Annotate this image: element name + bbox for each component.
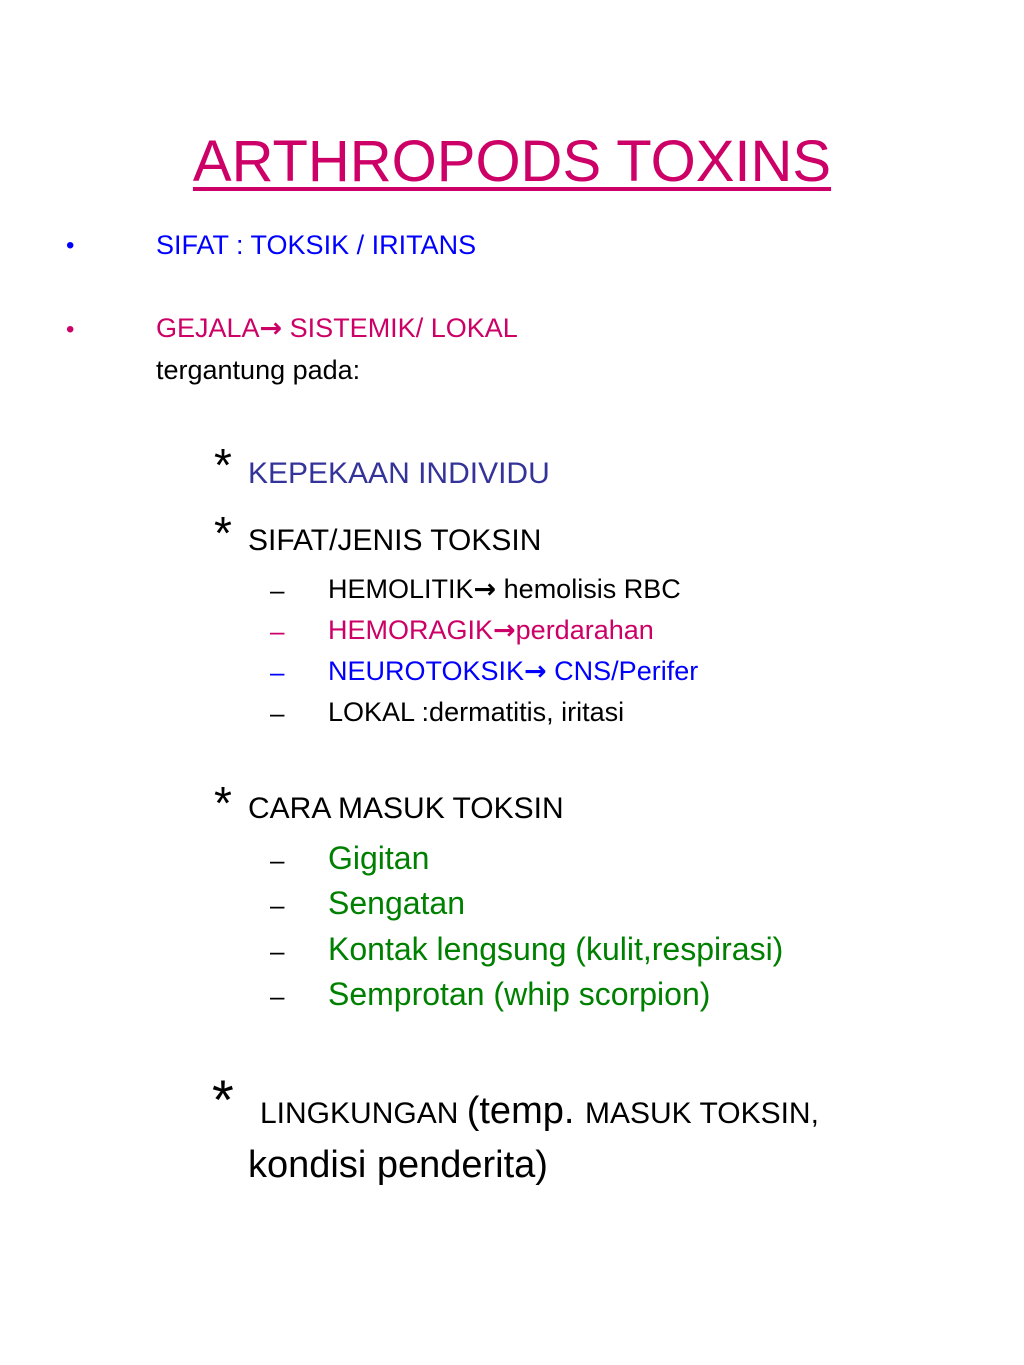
lingkungan-label: LINGKUNGAN (260, 1097, 467, 1130)
sifat-line: SIFAT : TOKSIK / IRITANS (156, 230, 477, 260)
kepekaan-item: KEPEKAAN INDIVIDU (248, 457, 550, 490)
dash-marker: – (270, 575, 285, 605)
tergantung-line: tergantung pada: (156, 355, 361, 385)
gejala-label: GEJALA (156, 313, 260, 343)
lingkungan-temp: (temp. (466, 1090, 585, 1132)
list-item-hemolitik (328, 574, 681, 605)
dash-marker: – (270, 616, 285, 646)
bullet-marker: • (66, 232, 75, 259)
list-item-hemoragik (328, 615, 654, 646)
page-title: ARTHROPODS TOXINS (192, 129, 832, 194)
dash-marker: – (270, 698, 285, 728)
arrow-right-icon: → (259, 313, 283, 344)
item-label: HEMOLITIK (328, 574, 474, 604)
arrow-right-icon: → (473, 574, 497, 605)
star-marker: * (214, 507, 232, 559)
cara-masuk-heading: CARA MASUK TOKSIN (248, 792, 564, 825)
list-item-gigitan: Gigitan (328, 840, 430, 876)
item-label: HEMORAGIK (328, 615, 494, 645)
list-item-neurotoksik (328, 656, 698, 687)
arrow-right-icon: → (493, 615, 516, 646)
item-value: CNS/Perifer (546, 656, 699, 686)
star-marker: * (214, 777, 232, 829)
list-item-semprotan: Semprotan (whip scorpion) (328, 976, 711, 1012)
star-marker: * (212, 1068, 234, 1131)
item-value: hemolisis RBC (496, 574, 681, 604)
dash-marker: – (270, 981, 285, 1011)
item-value: perdarahan (515, 615, 654, 645)
item-label: NEUROTOKSIK (328, 656, 525, 686)
sifat-jenis-heading: SIFAT/JENIS TOKSIN (248, 524, 542, 557)
dash-marker: – (270, 936, 285, 966)
lingkungan-line (260, 1090, 819, 1133)
lingkungan-masuk: MASUK TOKSIN, (584, 1097, 819, 1130)
list-item-kontak: Kontak lengsung (kulit,respirasi) (328, 931, 784, 967)
dash-marker: – (270, 890, 285, 920)
gejala-line (156, 313, 518, 344)
bullet-marker: • (66, 316, 75, 343)
lingkungan-line-2: kondisi penderita) (248, 1144, 548, 1186)
arrow-right-icon: → (524, 656, 547, 687)
list-item-sengatan: Sengatan (328, 885, 466, 921)
list-item-lokal: LOKAL :dermatitis, iritasi (328, 697, 625, 727)
star-marker: * (214, 439, 232, 491)
gejala-value: SISTEMIK/ LOKAL (282, 313, 518, 343)
dash-marker: – (270, 657, 285, 687)
dash-marker: – (270, 845, 285, 875)
